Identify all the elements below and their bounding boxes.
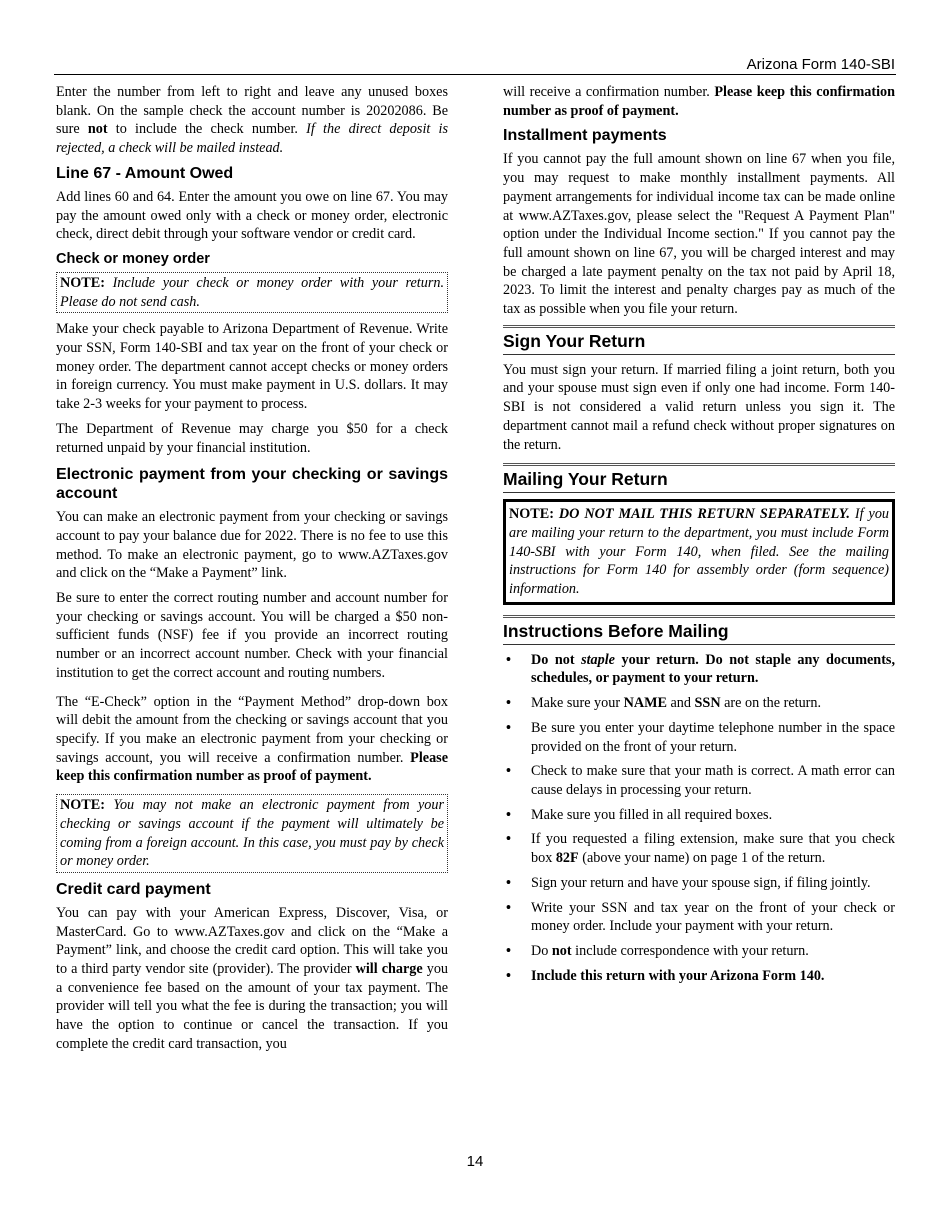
list-item: • If you requested a filing extension, make sure that you check box 82F (above your name) on page 1 of the return.: [503, 830, 895, 867]
line67-paragraph: Add lines 60 and 64. Enter the amount you owe on line 67. You may pay the amount owed only with a check or money order, electronic check, direct debit through your software vendor or credit card.: [56, 188, 448, 243]
sign-paragraph: You must sign your return. If married filing a joint return, both you and your spouse must sign even if only one had income. Form 140-SBI is not considered a valid return unless you sign it. The department cannot mail a refund check without proper signatures on the return.: [503, 361, 895, 453]
credit-paragraph: You can pay with your American Express, Discover, Visa, or MasterCard. Go to www.AZTaxes.gov and click on the “Make a Payment” link, and choose the credit card option. This will take you to a third party vendor site (provider). The provider will charge you a convenience fee based on the amount of your tax payment. The provider will tell you what the fee is during the transaction; you will have the option to continue or cancel the transaction. If you complete the credit card transaction, you: [56, 904, 449, 1052]
electronic-note-box: NOTE: You may not make an electronic payment from your checking or savings account if the payment will ultimately be coming from a foreign account. In this case, you must pay by check or money order.: [56, 794, 448, 873]
before-mailing-list: [503, 651, 895, 986]
line67-heading: Line 67 - Amount Owed: [56, 164, 234, 182]
check-paragraph-2: The Department of Revenue may charge you $50 for a check returned unpaid by your financial institution.: [56, 420, 448, 456]
continued-paragraph: will receive a confirmation number. Please keep this confirmation number as proof of payment.: [503, 84, 896, 119]
list-item: • Sign your return and have your spouse sign, if filing jointly.: [503, 874, 895, 893]
list-item: • Do not include correspondence with your return.: [503, 942, 895, 961]
electronic-heading: Electronic payment from your checking or savings account: [56, 466, 448, 503]
electronic-paragraph-2: Be sure to enter the correct routing number and account number for your checking or savings account. You will be charged a $50 non-sufficient funds (NSF) fee if you provide an incorrect routing number or an incorrect account number. Check with your financial institution to get the correct account and routing numbers.: [56, 590, 448, 681]
header-rule: [54, 74, 896, 75]
list-item: • Make sure you filled in all required boxes.: [503, 806, 895, 825]
installment-paragraph: If you cannot pay the full amount shown on line 67 when you file, you may request to make monthly installment payments. All payment arrangements for individual income tax can be made online at www.AZTaxes.gov, please select the "Request A Payment Plan" option under the Individual Income section." If you cannot pay the full amount shown on line 67, you will be charged interest and may be charged a late payment penalty on the tax not paid by April 18, 2023. To limit the interest and penalty charges pay as much of the tax as possible when you file your return.: [503, 151, 895, 318]
list-item: • Make sure your NAME and SSN are on the return.: [503, 694, 895, 713]
direct-deposit-paragraph: Enter the number from left to right and leave any unused boxes blank. On the sample check the account number is 20202086. Be sure not to include the check number. If the direct deposit is rejected, a check will be mailed instead.: [56, 84, 449, 157]
check-note-box: NOTE: Include your check or money order with your return. Please do not send cash.: [56, 272, 448, 313]
before-mailing-heading: Instructions Before Mailing: [503, 615, 895, 645]
left-column: [56, 83, 448, 1060]
mailing-heading: Mailing Your Return: [503, 463, 895, 493]
list-item: • Write your SSN and tax year on the front of your check or money order. Include your payment with your return.: [503, 899, 895, 936]
list-item: • Include this return with your Arizona Form 140.: [503, 967, 895, 986]
electronic-paragraph-3: The “E-Check” option in the “Payment Method” drop-down box will debit the amount from the checking or savings account that you specify. If you make an electronic payment from your checking or savings account, you will receive a confirmation number. Please keep this confirmation number as proof of payment.: [56, 693, 448, 785]
page-number: 14: [466, 1153, 484, 1170]
list-item: • Be sure you enter your daytime telephone number in the space provided on the front of your return.: [503, 719, 895, 756]
list-item: • Check to make sure that your math is correct. A math error can cause delays in processing your return.: [503, 762, 895, 799]
electronic-paragraph-1: You can make an electronic payment from your checking or savings account to pay your balance due for 2022. There is no fee to use this method. To make an electronic payment, go to www.AZTaxes.gov and click on the “Make a Payment” link.: [56, 509, 448, 582]
mailing-note-box: NOTE: DO NOT MAIL THIS RETURN SEPARATELY. If you are mailing your return to the department, you must include Form 140-SBI with your Form 140, when filed. See the mailing instructions for Form 140 for assembly order (form sequence) information.: [503, 499, 895, 605]
list-item: • Do not staple your return. Do not staple any documents, schedules, or payment to your return.: [503, 651, 895, 688]
right-column: [503, 83, 895, 991]
check-heading: Check or money order: [56, 250, 210, 267]
sign-heading: Sign Your Return: [503, 325, 895, 355]
check-paragraph-1: Make your check payable to Arizona Department of Revenue. Write your SSN, Form 140-SBI and tax year on the front of your check or money order. The department cannot accept checks or money orders in foreign currency. You must make payment in U.S. dollars. It may take 2-3 weeks for your payment to process.: [56, 321, 448, 413]
form-title: Arizona Form 140-SBI: [746, 56, 895, 73]
credit-heading: Credit card payment: [56, 880, 211, 898]
installment-heading: Installment payments: [503, 127, 667, 145]
